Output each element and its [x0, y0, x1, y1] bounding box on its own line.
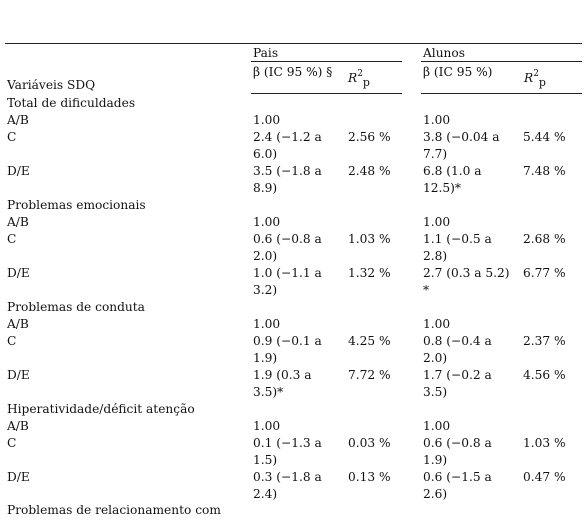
alunos-beta-cell: 1.00 — [423, 419, 451, 433]
pais-beta-cell: 2.4 (−1.2 a — [253, 130, 322, 144]
pais-r2-cell: 2.48 % — [348, 164, 391, 178]
pais-beta-cell: 1.9 (0.3 a — [253, 368, 312, 382]
pais-beta-cell: 1.5) — [253, 453, 278, 467]
pais-r2-cell: 1.03 % — [348, 232, 391, 246]
row-label: D/E — [7, 470, 30, 484]
alunos-r2-cell: 6.77 % — [523, 266, 566, 280]
alunos-beta-cell: 1.00 — [423, 113, 451, 127]
row-label: C — [7, 232, 17, 246]
pais-r2-cell: 4.25 % — [348, 334, 391, 348]
alunos-beta-cell: 0.8 (−0.4 a — [423, 334, 492, 348]
section-title: Problemas de conduta — [7, 300, 145, 314]
alunos-r2-cell: 2.68 % — [523, 232, 566, 246]
alunos-beta-cell: 1.00 — [423, 215, 451, 229]
row-label: C — [7, 334, 17, 348]
alunos-beta-cell: 1.9) — [423, 453, 448, 467]
pais-beta-cell: 1.00 — [253, 113, 281, 127]
alunos-beta-cell: 7.7) — [423, 147, 448, 161]
alunos-beta-cell: 1.7 (−0.2 a — [423, 368, 492, 382]
group-header-alunos: Alunos — [423, 46, 465, 60]
alunos-beta-cell: * — [423, 283, 430, 297]
row-header: Variáveis SDQ — [7, 78, 96, 92]
col-header-beta-pais: β (IC 95 %) § — [253, 65, 333, 79]
alunos-beta-cell: 2.7 (0.3 a 5.2) — [423, 266, 510, 280]
alunos-r2-cell: 5.44 % — [523, 130, 566, 144]
alunos-r2-cell: 4.56 % — [523, 368, 566, 382]
alunos-r2-cell: 0.47 % — [523, 470, 566, 484]
pais-beta-cell: 1.00 — [253, 317, 281, 331]
section-title: Hiperatividade/déficit atenção — [7, 402, 195, 416]
row-label: D/E — [7, 164, 30, 178]
top-rule — [5, 43, 582, 44]
row-label: A/B — [7, 419, 29, 433]
alunos-beta-cell: 3.5) — [423, 385, 448, 399]
pais-col-rule — [251, 93, 402, 94]
pais-beta-cell: 3.5 (−1.8 a — [253, 164, 322, 178]
alunos-beta-cell: 12.5)* — [423, 181, 461, 195]
pais-r2-cell: 0.03 % — [348, 436, 391, 450]
alunos-beta-cell: 2.0) — [423, 351, 448, 365]
section-title: Problemas emocionais — [7, 198, 146, 212]
pais-r2-cell: 7.72 % — [348, 368, 391, 382]
pais-beta-cell: 0.1 (−1.3 a — [253, 436, 322, 450]
alunos-beta-cell: 3.8 (−0.04 a — [423, 130, 500, 144]
pais-beta-cell: 6.0) — [253, 147, 278, 161]
pais-beta-cell: 3.5)* — [253, 385, 284, 399]
section-title: Total de dificuldades — [7, 96, 136, 110]
group-header-pais: Pais — [253, 46, 279, 60]
pais-beta-cell: 0.3 (−1.8 a — [253, 470, 322, 484]
alunos-col-rule — [421, 93, 582, 94]
pais-r2-cell: 2.56 % — [348, 130, 391, 144]
alunos-beta-cell: 1.00 — [423, 317, 451, 331]
alunos-beta-cell: 2.8) — [423, 249, 448, 263]
pais-beta-cell: 1.00 — [253, 215, 281, 229]
pais-beta-cell: 2.4) — [253, 487, 278, 501]
row-label: C — [7, 130, 17, 144]
row-label: C — [7, 436, 17, 450]
row-label: A/B — [7, 215, 29, 229]
pais-r2-cell: 0.13 % — [348, 470, 391, 484]
col-header-r2-pais: $R^2p$ — [348, 69, 370, 89]
alunos-beta-cell: 1.1 (−0.5 a — [423, 232, 492, 246]
alunos-r2-cell: 2.37 % — [523, 334, 566, 348]
row-label: D/E — [7, 368, 30, 382]
pais-beta-cell: 1.00 — [253, 419, 281, 433]
alunos-beta-cell: 0.6 (−0.8 a — [423, 436, 492, 450]
alunos-r2-cell: 1.03 % — [523, 436, 566, 450]
pais-beta-cell: 3.2) — [253, 283, 278, 297]
alunos-beta-cell: 6.8 (1.0 a — [423, 164, 482, 178]
alunos-r2-cell: 7.48 % — [523, 164, 566, 178]
alunos-beta-cell: 0.6 (−1.5 a — [423, 470, 492, 484]
pais-beta-cell: 8.9) — [253, 181, 278, 195]
section-title: Problemas de relacionamento com — [7, 503, 221, 517]
pais-beta-cell: 1.9) — [253, 351, 278, 365]
row-label: D/E — [7, 266, 30, 280]
pais-r2-cell: 1.32 % — [348, 266, 391, 280]
pais-beta-cell: 0.6 (−0.8 a — [253, 232, 322, 246]
pais-beta-cell: 1.0 (−1.1 a — [253, 266, 322, 280]
row-label: A/B — [7, 113, 29, 127]
pais-beta-cell: 0.9 (−0.1 a — [253, 334, 322, 348]
pais-beta-cell: 2.0) — [253, 249, 278, 263]
alunos-beta-cell: 2.6) — [423, 487, 448, 501]
col-header-r2-alunos: $R^2p$ — [524, 69, 546, 89]
col-header-beta-alunos: β (IC 95 %) — [423, 65, 493, 79]
row-label: A/B — [7, 317, 29, 331]
